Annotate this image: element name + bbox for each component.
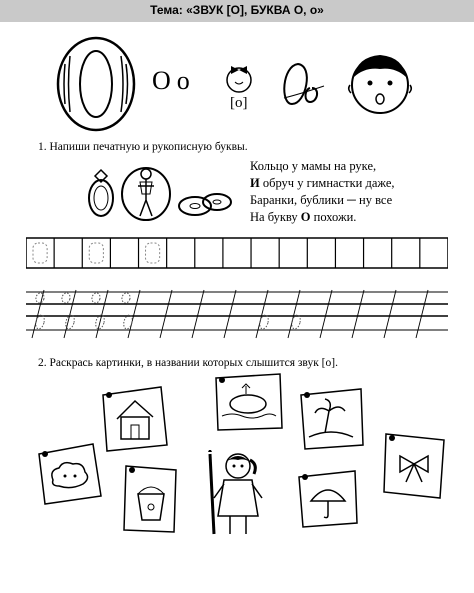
traceable-cursive-o [91,292,101,304]
whale-picture-card [212,372,286,434]
traceable-cursive-o [121,292,131,304]
poem-line-1: Кольцо у мамы на руке, [250,159,377,173]
print-writing-grid [26,236,448,272]
traceable-o [33,243,47,263]
task2-instruction: 2. Раскрась картинки, в названии которых слышится звук [о]. [38,357,338,369]
cursive-oo-illustration [280,58,330,110]
sound-symbol-icon [225,60,253,94]
palm-island-picture-card [295,385,367,453]
ring-icon [85,168,117,218]
traceable-cursive-o [61,292,71,304]
bagels-icon [175,190,233,218]
traceable-cursive-o [35,292,45,304]
topic-header [0,0,474,22]
printed-letters [152,66,196,96]
child-face-icon [345,45,415,119]
cursive-writing-lines [26,286,448,342]
poem [250,158,395,226]
task1-instruction: 1. Напиши печатную и рукописную буквы. [38,141,248,153]
gymnast-hoop-icon [120,160,172,222]
traceable-o [89,243,103,263]
poem-line-3: Баранки, бублики ─ ну все [250,193,393,207]
traceable-o [146,243,160,263]
sound-transcription: [о] [230,95,248,111]
poem-line-4: На букву О похожи. [250,210,357,224]
house-picture-card [95,383,173,455]
girl-with-pencil-icon [200,450,270,540]
bucket-picture-card [120,462,182,538]
printed-lower-o: о [176,66,196,95]
umbrella-picture-card [295,467,361,531]
printed-upper-o: О [152,66,177,95]
big-letter-o-illustration [55,34,137,134]
bow-picture-card [380,430,450,502]
cloud-picture-card [35,440,105,508]
topic-title: Тема: «ЗВУК [О], БУКВА О, о» [150,3,324,17]
poem-line-2: И обруч у гимнастки даже, [250,176,395,190]
